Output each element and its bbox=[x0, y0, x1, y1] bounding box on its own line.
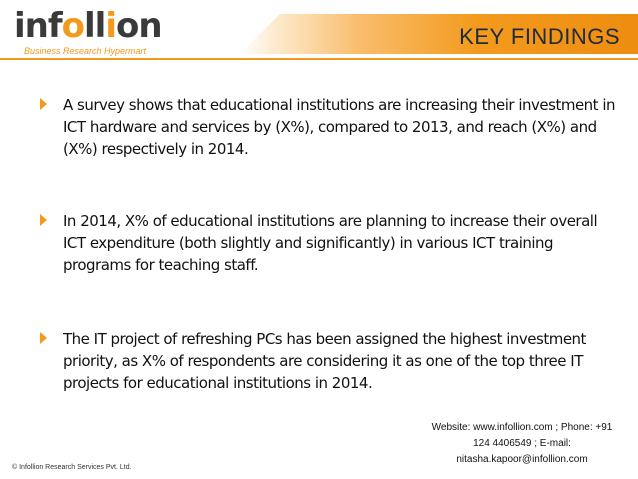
contact-info: Website: www.infollion.com ; Phone: +91 124 4406549 ; E-mail: nitasha.kapoor@infollion.com bbox=[431, 422, 613, 465]
header-divider bbox=[0, 58, 638, 60]
logo-part-5: on bbox=[115, 6, 162, 46]
slide-header bbox=[0, 0, 638, 72]
copyright-text: © Infollion Research Services Pvt. Ltd. bbox=[12, 464, 132, 471]
triangle-right-icon bbox=[40, 98, 47, 110]
logo-part-2: o bbox=[61, 6, 85, 46]
bullet-text: In 2014, X% of educational institutions are planning to increase their overall ICT expenditure (both slightly and significantly) in various ICT training programs for teaching staff. bbox=[63, 212, 598, 274]
triangle-right-icon bbox=[40, 214, 47, 226]
bullet-text: The IT project of refreshing PCs has been assigned the highest investment priority, as X% of respondents are considering it as one of the top three IT projects for educational institutions in 2014. bbox=[63, 330, 586, 392]
logo-wordmark bbox=[14, 6, 162, 46]
logo-tagline: Business Research Hypermart bbox=[24, 46, 147, 56]
logo-part-3: ll bbox=[84, 6, 106, 46]
infollion-logo bbox=[10, 4, 162, 58]
logo-part-1: inf bbox=[14, 6, 62, 46]
logo-part-4: i bbox=[105, 6, 116, 46]
bullet-text: A survey shows that educational institutions are increasing their investment in ICT hardware and services by (X%), compared to 2013, and reach (X%) and (X%) respectively in 2014. bbox=[63, 96, 615, 158]
page-title: KEY FINDINGS bbox=[459, 24, 620, 49]
triangle-right-icon bbox=[40, 332, 47, 344]
